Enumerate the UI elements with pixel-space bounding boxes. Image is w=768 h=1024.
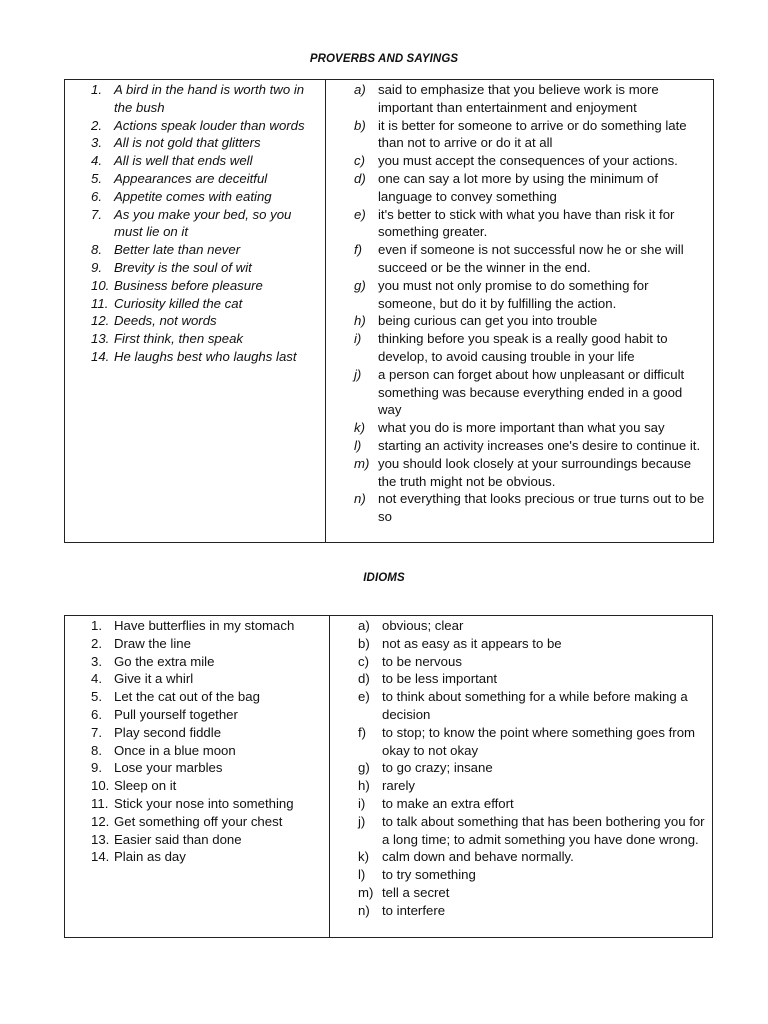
list-item: [358, 635, 708, 653]
list-item: [354, 330, 709, 366]
list-text: Let the cat out of the bag: [114, 689, 260, 705]
list-marker: d): [358, 671, 370, 687]
list-item: [354, 455, 709, 491]
list-item: [91, 635, 325, 653]
list-marker: l): [358, 867, 366, 883]
list-item: [91, 259, 321, 277]
list-item: [358, 777, 708, 795]
list-marker: i): [354, 331, 362, 347]
proverbs-meanings-list: [354, 81, 709, 526]
list-text: Appearances are deceitful: [114, 170, 268, 186]
list-item: [91, 759, 325, 777]
list-item: [91, 813, 325, 831]
idioms-heading: IDIOMS: [363, 572, 405, 584]
list-marker: j): [354, 366, 362, 382]
idioms-meanings-cell: [330, 616, 713, 938]
list-marker: 3.: [91, 135, 102, 151]
list-marker: 9.: [91, 760, 102, 776]
list-item: [91, 348, 321, 366]
idioms-table: [64, 615, 713, 938]
list-text: Play second fiddle: [114, 724, 222, 740]
list-item: [354, 206, 709, 242]
list-marker: 13.: [91, 331, 110, 347]
list-item: [358, 617, 708, 635]
list-text: a person can forget about how unpleasant or difficult something was because everything ended in a good way: [378, 366, 685, 418]
list-text: you must accept the consequences of your actions.: [378, 153, 678, 169]
list-text: thinking before you speak is a really good habit to develop, to avoid causing trouble in your life: [378, 331, 668, 364]
list-marker: 11.: [91, 295, 109, 311]
list-text: to make an extra effort: [382, 795, 514, 811]
list-item: [91, 188, 321, 206]
list-item: [91, 134, 321, 152]
list-text: it is better for someone to arrive or do something late than not to arrive or do it at all: [378, 117, 687, 151]
list-item: [358, 866, 708, 884]
list-text: All is not gold that glitters: [114, 135, 261, 151]
list-item: [354, 437, 709, 455]
list-item: [91, 330, 321, 348]
list-text: Curiosity killed the cat: [114, 295, 243, 311]
list-item: [91, 170, 321, 188]
list-item: [91, 617, 325, 635]
list-text: Appetite comes with eating: [114, 188, 272, 204]
list-text: Better late than never: [114, 242, 241, 258]
idioms-list-cell: [65, 616, 330, 938]
list-text: to talk about something that has been bothering you for a long time; to admit something you have done wrong.: [382, 813, 705, 847]
list-item: [91, 777, 325, 795]
list-text: you should look closely at your surroundings because the truth might not be obvious.: [378, 455, 692, 489]
list-text: it's better to stick with what you have than risk it for something greater.: [378, 206, 675, 240]
list-item: [91, 206, 321, 242]
list-text: to be nervous: [382, 653, 462, 669]
list-marker: 13.: [91, 831, 110, 847]
list-text: obvious; clear: [382, 618, 464, 633]
list-marker: 8.: [91, 742, 102, 758]
list-marker: 10.: [91, 277, 110, 293]
list-text: Get something off your chest: [114, 813, 283, 829]
list-item: [358, 902, 708, 920]
list-marker: a): [354, 82, 366, 97]
list-item: [91, 277, 321, 295]
list-text: starting an activity increases one's desire to continue it.: [378, 437, 701, 453]
proverbs-table: [64, 79, 714, 543]
list-item: [358, 688, 708, 724]
list-marker: 2.: [91, 635, 102, 651]
list-item: [354, 277, 709, 313]
list-text: A bird in the hand is worth two in the bush: [114, 82, 305, 115]
list-marker: j): [358, 813, 366, 829]
list-marker: c): [358, 653, 369, 669]
list-text: Actions speak louder than words: [114, 117, 305, 133]
list-marker: 4.: [91, 671, 102, 687]
list-text: calm down and behave normally.: [382, 849, 574, 865]
list-text: Lose your marbles: [114, 760, 223, 776]
list-item: [358, 795, 708, 813]
list-text: Go the extra mile: [114, 653, 215, 669]
list-item: [91, 312, 321, 330]
list-item: [358, 653, 708, 671]
list-marker: 10.: [91, 778, 110, 794]
list-text: Stick your nose into something: [114, 795, 294, 811]
list-text: Easier said than done: [114, 831, 242, 847]
idioms-list: [91, 617, 325, 866]
idioms-meanings-list: [358, 617, 708, 920]
proverbs-list: [91, 81, 321, 366]
list-text: All is well that ends well: [114, 153, 253, 169]
list-item: [91, 724, 325, 742]
list-text: Give it a whirl: [114, 671, 194, 687]
list-item: [354, 152, 709, 170]
list-text: said to emphasize that you believe work is more important than entertainment and enjoyment: [378, 82, 659, 115]
list-marker: 14.: [91, 348, 110, 364]
list-item: [354, 366, 709, 419]
list-text: to be less important: [382, 671, 498, 687]
list-marker: 5.: [91, 689, 102, 705]
list-marker: a): [358, 618, 370, 633]
list-marker: 12.: [91, 313, 110, 329]
list-marker: e): [354, 206, 366, 222]
list-marker: h): [358, 778, 370, 794]
list-marker: 6.: [91, 188, 102, 204]
list-text: what you do is more important than what you say: [378, 420, 665, 436]
list-text: First think, then speak: [114, 331, 244, 347]
list-item: [354, 170, 709, 206]
list-text: Plain as day: [114, 849, 186, 865]
list-text: to go crazy; insane: [382, 760, 493, 776]
list-marker: 1.: [91, 82, 102, 97]
list-text: being curious can get you into trouble: [378, 313, 598, 329]
list-marker: 5.: [91, 170, 102, 186]
list-marker: 7.: [91, 206, 102, 222]
list-item: [354, 81, 709, 117]
list-marker: g): [358, 760, 370, 776]
list-text: Have butterflies in my stomach: [114, 618, 295, 633]
list-text: not everything that looks precious or true turns out to be so: [378, 491, 705, 525]
list-item: [358, 813, 708, 849]
list-item: [91, 653, 325, 671]
list-item: [91, 670, 325, 688]
list-text: Draw the line: [114, 635, 191, 651]
list-marker: h): [354, 313, 366, 329]
proverbs-list-cell: [65, 80, 326, 543]
list-text: Brevity is the soul of wit: [114, 259, 252, 275]
list-text: Deeds, not words: [114, 313, 217, 329]
list-marker: 2.: [91, 117, 102, 133]
list-item: [354, 490, 709, 526]
list-item: [358, 670, 708, 688]
list-marker: l): [354, 437, 362, 453]
list-item: [354, 419, 709, 437]
list-item: [358, 724, 708, 760]
list-marker: n): [358, 902, 370, 918]
list-item: [358, 759, 708, 777]
list-marker: 14.: [91, 849, 110, 865]
list-marker: 7.: [91, 724, 102, 740]
list-marker: b): [354, 117, 366, 133]
list-marker: 12.: [91, 813, 110, 829]
list-marker: n): [354, 491, 366, 507]
list-marker: m): [354, 455, 370, 471]
list-item: [91, 848, 325, 866]
list-text: tell a secret: [382, 884, 450, 900]
list-marker: 1.: [91, 618, 102, 633]
proverbs-heading: PROVERBS AND SAYINGS: [309, 53, 459, 65]
list-marker: f): [354, 242, 363, 258]
proverbs-meanings-cell: [326, 80, 714, 543]
list-text: rarely: [382, 778, 415, 794]
list-marker: 3.: [91, 653, 102, 669]
list-marker: g): [354, 277, 366, 293]
list-text: to think about something for a while before making a decision: [382, 689, 688, 722]
list-item: [91, 795, 325, 813]
list-text: even if someone is not successful now he or she will succeed or be the winner in the end.: [378, 242, 684, 275]
list-marker: e): [358, 689, 370, 705]
list-item: [91, 81, 321, 117]
list-marker: 6.: [91, 706, 102, 722]
list-marker: f): [358, 724, 367, 740]
list-item: [358, 848, 708, 866]
list-marker: c): [354, 153, 365, 169]
list-marker: k): [354, 420, 365, 436]
list-marker: 8.: [91, 242, 102, 258]
list-item: [354, 312, 709, 330]
list-text: to interfere: [382, 902, 446, 918]
list-marker: k): [358, 849, 369, 865]
list-item: [91, 831, 325, 849]
list-marker: 4.: [91, 153, 102, 169]
list-marker: i): [358, 795, 366, 811]
list-text: you must not only promise to do something for someone, but do it by fulfilling the action.: [378, 277, 649, 311]
list-text: Sleep on it: [114, 778, 177, 794]
list-text: Business before pleasure: [114, 277, 263, 293]
list-item: [91, 295, 321, 313]
list-text: Pull yourself together: [114, 706, 238, 722]
list-text: He laughs best who laughs last: [114, 348, 297, 364]
list-text: As you make your bed, so you must lie on it: [114, 206, 292, 240]
list-text: Once in a blue moon: [114, 742, 236, 758]
list-marker: d): [354, 170, 366, 186]
list-text: one can say a lot more by using the minimum of language to convey something: [378, 170, 659, 204]
list-marker: 11.: [91, 795, 109, 811]
list-text: to stop; to know the point where something goes from okay to not okay: [382, 724, 696, 758]
list-item: [91, 688, 325, 706]
list-marker: b): [358, 635, 370, 651]
list-marker: 9.: [91, 259, 102, 275]
list-marker: m): [358, 884, 374, 900]
list-item: [91, 241, 321, 259]
list-item: [91, 152, 321, 170]
list-item: [354, 241, 709, 277]
list-item: [91, 742, 325, 760]
list-item: [91, 117, 321, 135]
list-text: not as easy as it appears to be: [382, 635, 562, 651]
list-item: [91, 706, 325, 724]
list-item: [354, 117, 709, 153]
list-text: to try something: [382, 867, 476, 883]
list-item: [358, 884, 708, 902]
